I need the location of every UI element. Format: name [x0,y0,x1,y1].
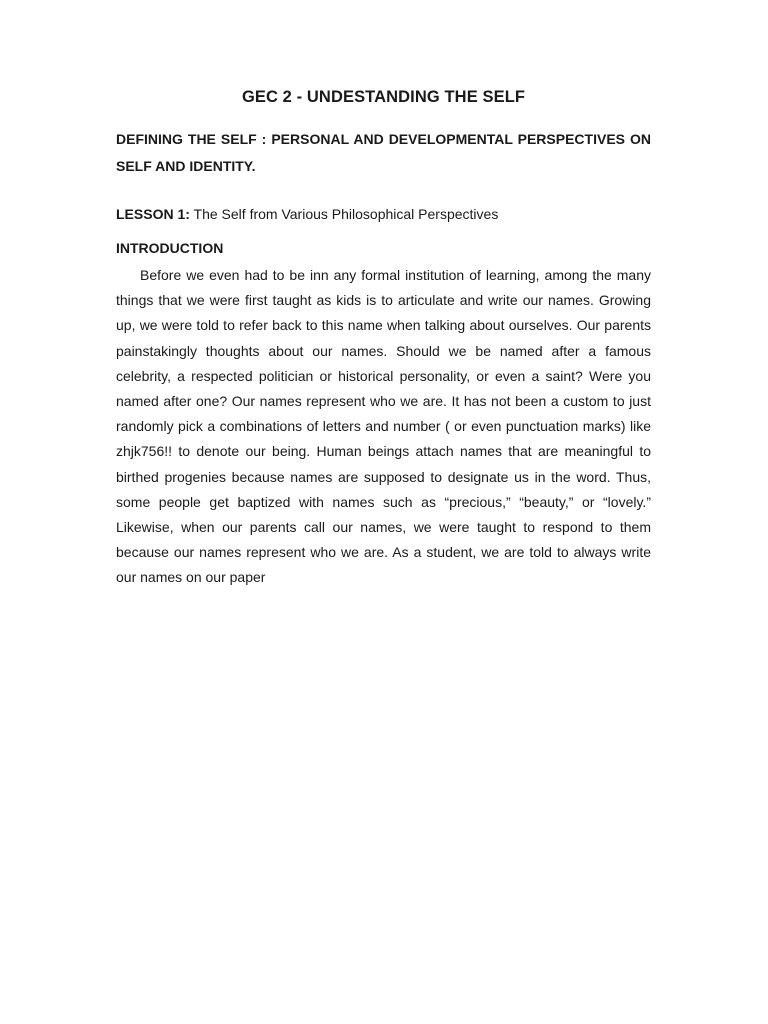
section-heading: DEFINING THE SELF : PERSONAL AND DEVELOPMENTAL PERSPECTIVES ON SELF AND IDENTITY. [116,131,651,174]
lesson-title: The Self from Various Philosophical Perspectives [193,206,499,222]
lesson-label: LESSON 1: [116,206,190,222]
document-title: GEC 2 - UNDESTANDING THE SELF [241,88,526,106]
lesson-line [116,204,651,224]
introduction-heading: INTRODUCTION [116,240,224,256]
introduction-paragraph: Before we even had to be inn any formal institution of learning, among the many things that we were first taught as kids is to articulate and write our names. Growing up, we were told to refer back to this name when talking about ourselves. Our parents painstakingly thoughts about our names. Should we be named after a famous celebrity, a respected politician or historical personality, or even a saint? Were you named after one? Our names represent who we are. It has not been a custom to just randomly pick a combinations of letters and number ( or even punctuation marks) like zhjk756!! to denote our being. Human beings attach names that are meaningful to birthed progenies because names are supposed to designate us in the word. Thus, some people get baptized with names such as “precious,” “beauty,” or “lovely.” Likewise, when our parents call our names, we were taught to respond to them because our names represent who we are. As a student, we are told to always write our names on our paper [116,267,651,586]
page-content [116,86,651,591]
